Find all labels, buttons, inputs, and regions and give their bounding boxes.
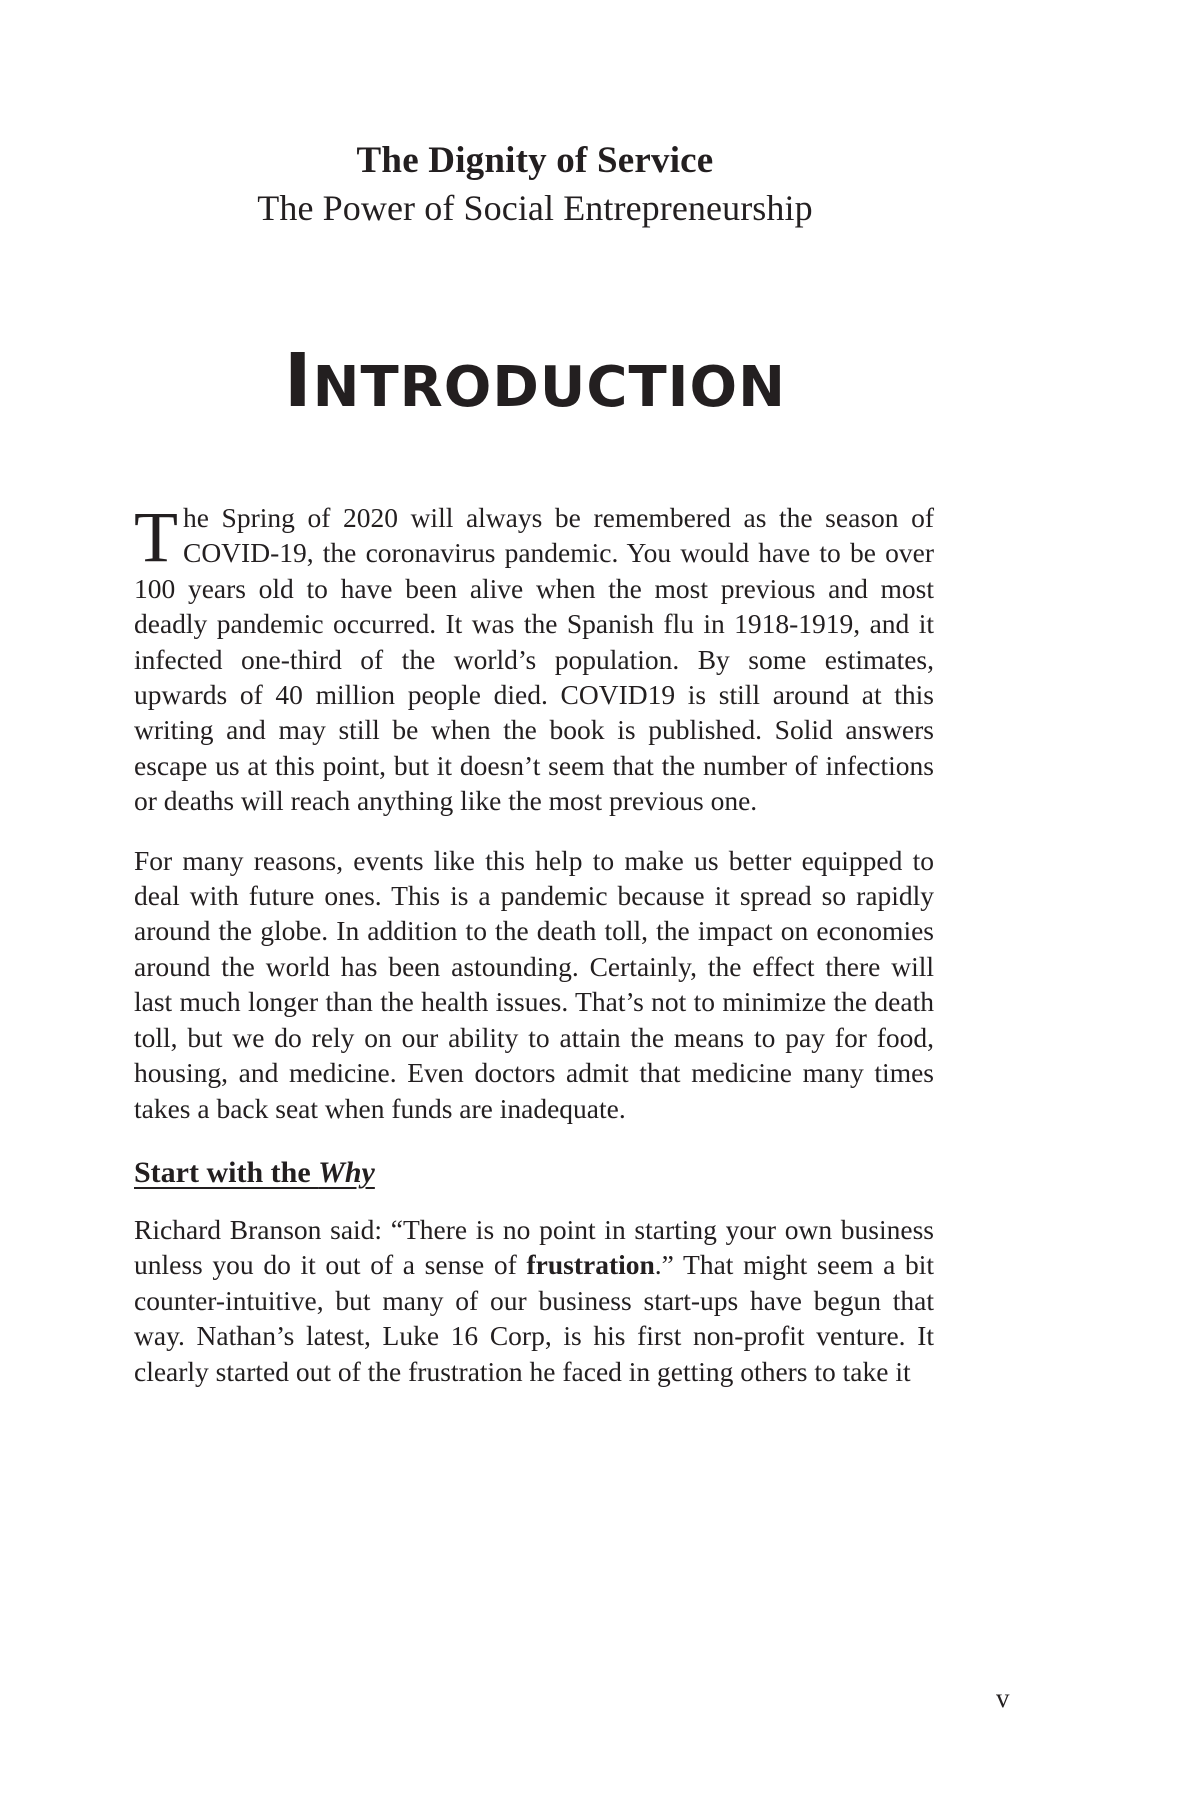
paragraph-3 [134, 1212, 934, 1389]
paragraph-2: For many reasons, events like this help to make us better equipped to deal with future ones. This is a pandemic because it spread so rapidly around the globe. In addition to the death toll, the impact on economies around the world has been astounding. Certainly, the effect there will last much longer than the health issues. That’s not to minimize the death toll, but we do rely on our ability to attain the means to pay for food, housing, and medicine. Even doctors admit that medicine many times takes a back seat when funds are inadequate. [134, 844, 934, 1124]
paragraph-1 [134, 497, 934, 819]
page-number: v [996, 1683, 1010, 1713]
paragraph-3-part-1: Richard Branson said: “There is no point in starting your own business unless you do it out of a sense of [134, 1213, 934, 1281]
running-head-subtitle: The Power of Social Entrepreneurship [257, 188, 813, 228]
chapter-title [130, 338, 940, 424]
chapter-title-initial: I [284, 338, 313, 424]
chapter-title-rest: NTRODUCTION [312, 355, 786, 420]
paragraph-1-text: he Spring of 2020 will always be remembered as the season of COVID-19, the coronavirus pandemic. You would have to be over 100 years old to have been alive when the most previous and most deadly pandemic occurred. It was the Spanish flu in 1918-1919, and it infected one-third of the world’s population. By some estimates, upwards of 40 million people died. COVID19 is still around at this writing and may still be when the book is published. Solid answers escape us at this point, but it doesn’t seem that the number of infections or deaths will reach anything like the most previous one. [134, 502, 934, 817]
running-head-title: The Dignity of Service [356, 140, 714, 181]
paragraph-3-bold-word: frustration [526, 1249, 655, 1281]
body-column [134, 497, 934, 1413]
paragraph-3-part-2: .” That might seem a bit counter-intuitive, but many of our business start-ups have begun that way. Nathan’s latest, Luke 16 Corp, is his first non-profit venture. It clearly started out of the frustration he faced in getting others to take it [134, 1249, 934, 1387]
running-head [130, 138, 940, 232]
section-heading-text: Start with the [134, 1155, 319, 1189]
drop-cap-letter: T [134, 497, 178, 577]
section-heading-emphasis: Why [318, 1155, 375, 1189]
section-heading-start-with-the-why [134, 1156, 934, 1190]
